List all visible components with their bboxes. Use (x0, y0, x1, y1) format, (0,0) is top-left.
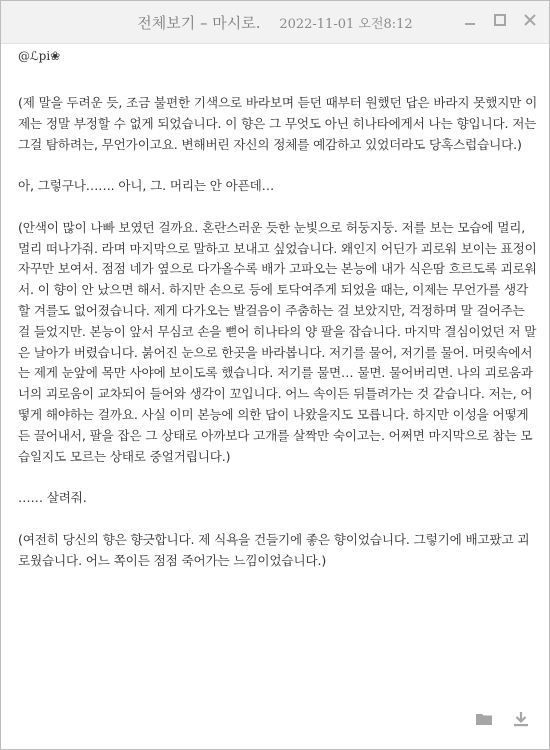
minimize-icon[interactable] (463, 13, 477, 27)
post-body (18, 93, 541, 592)
title-bar[interactable] (1, 1, 549, 44)
maximize-icon[interactable] (493, 13, 507, 27)
download-icon[interactable] (512, 710, 530, 728)
post-author: @ℒpi❀ (18, 49, 61, 63)
window-title-name: 전체보기 – 마시로. (137, 14, 261, 32)
post-paragraph: 아, 그렇구나……. 아니, 그. 머리는 안 아픈데… (18, 178, 275, 194)
window-title-date: 2022-11-01 오전8:12 (279, 17, 413, 32)
post-paragraph: (안색이 많이 나빠 보였던 걸까요. 혼란스러운 듯한 눈빛으로 허둥지둥. 저를 보는 모습에 멀리, 멀리 떠나가줘. 라며 마지막으로 말하고 보내고 싶었습니다. 왜인지 어딘가 괴로워 보이는 표정이 자꾸만 보여서. 점점 네가 옆으로 다가올수록 배가 고파오는 본능에 내가 식은땀 흐르도록 괴로워서. 이 향이 안 났으면 해서. 하지만 손으로 등에 토닥여주게 되었을 때는, 이제는 무언가를 생각할 겨를도 없어졌습니다. 제게 다가오는 발걸음이 주춤하는 걸 보았지만, 걱정하며 말 걸어주는 걸 들었지만. 본능이 앞서 무심코 손을 뻗어 히나타의 양 팔을 잡습니다. 마지막 결심이었던 저 말은 날아가 버렸습니다. 붉어진 눈으로 한곳을 바라봅니다. 저기를 물어, 저기를 물어. 머릿속에서는 제게 눈앞에 목만 사야에 보이도록 했습니다. 저기를 물면… 물면. 물어버리면. 나의 괴로움과 너의 괴로움이 교차되어 들어와 생각이 꼬입니다. 어느 속이든 뒤틀려가는 것 같습니다. 저는, 어떻게 해야하는 걸까요. 사실 이미 본능에 의한 답이 나왔을지도 모릅니다. 하지만 이성을 어떻게든 끌어내서, 팔을 잡은 그 상태로 아까보다 고개를 살짝만 숙이고는. 어쩌면 마지막으로 참는 모습일지도 모르는 상태로 중얼거립니다.) (18, 219, 541, 464)
window-controls (463, 13, 537, 27)
post-paragraph: (여전히 당신의 향은 향긋합니다. 제 식욕을 건들기에 좋은 향이었습니다. 그렇기에 배고팠고 괴로웠습니다. 어느 쪽이든 점점 죽어가는 느낌이었습니다.) (18, 531, 530, 568)
folder-icon[interactable] (475, 710, 493, 728)
post-content (1, 44, 549, 694)
bottom-toolbar (1, 693, 549, 749)
post-paragraph: …… 살려줘. (18, 490, 87, 506)
post-paragraph: (제 말을 두려운 듯, 조금 불편한 기색으로 바라보며 듣던 때부터 원했던 답은 바라지 못했지만 이제는 정말 부정할 수 없게 되었습니다. 이 향은 그 무엇도 아닌 히나타에게서 나는 향입니다. 저는 그걸 탐하려는, 무언가이고요. 변해버린 자신의 정체를 예감하고 있었더라도 당혹스럽습니다.) (18, 95, 541, 152)
close-icon[interactable] (523, 13, 537, 27)
